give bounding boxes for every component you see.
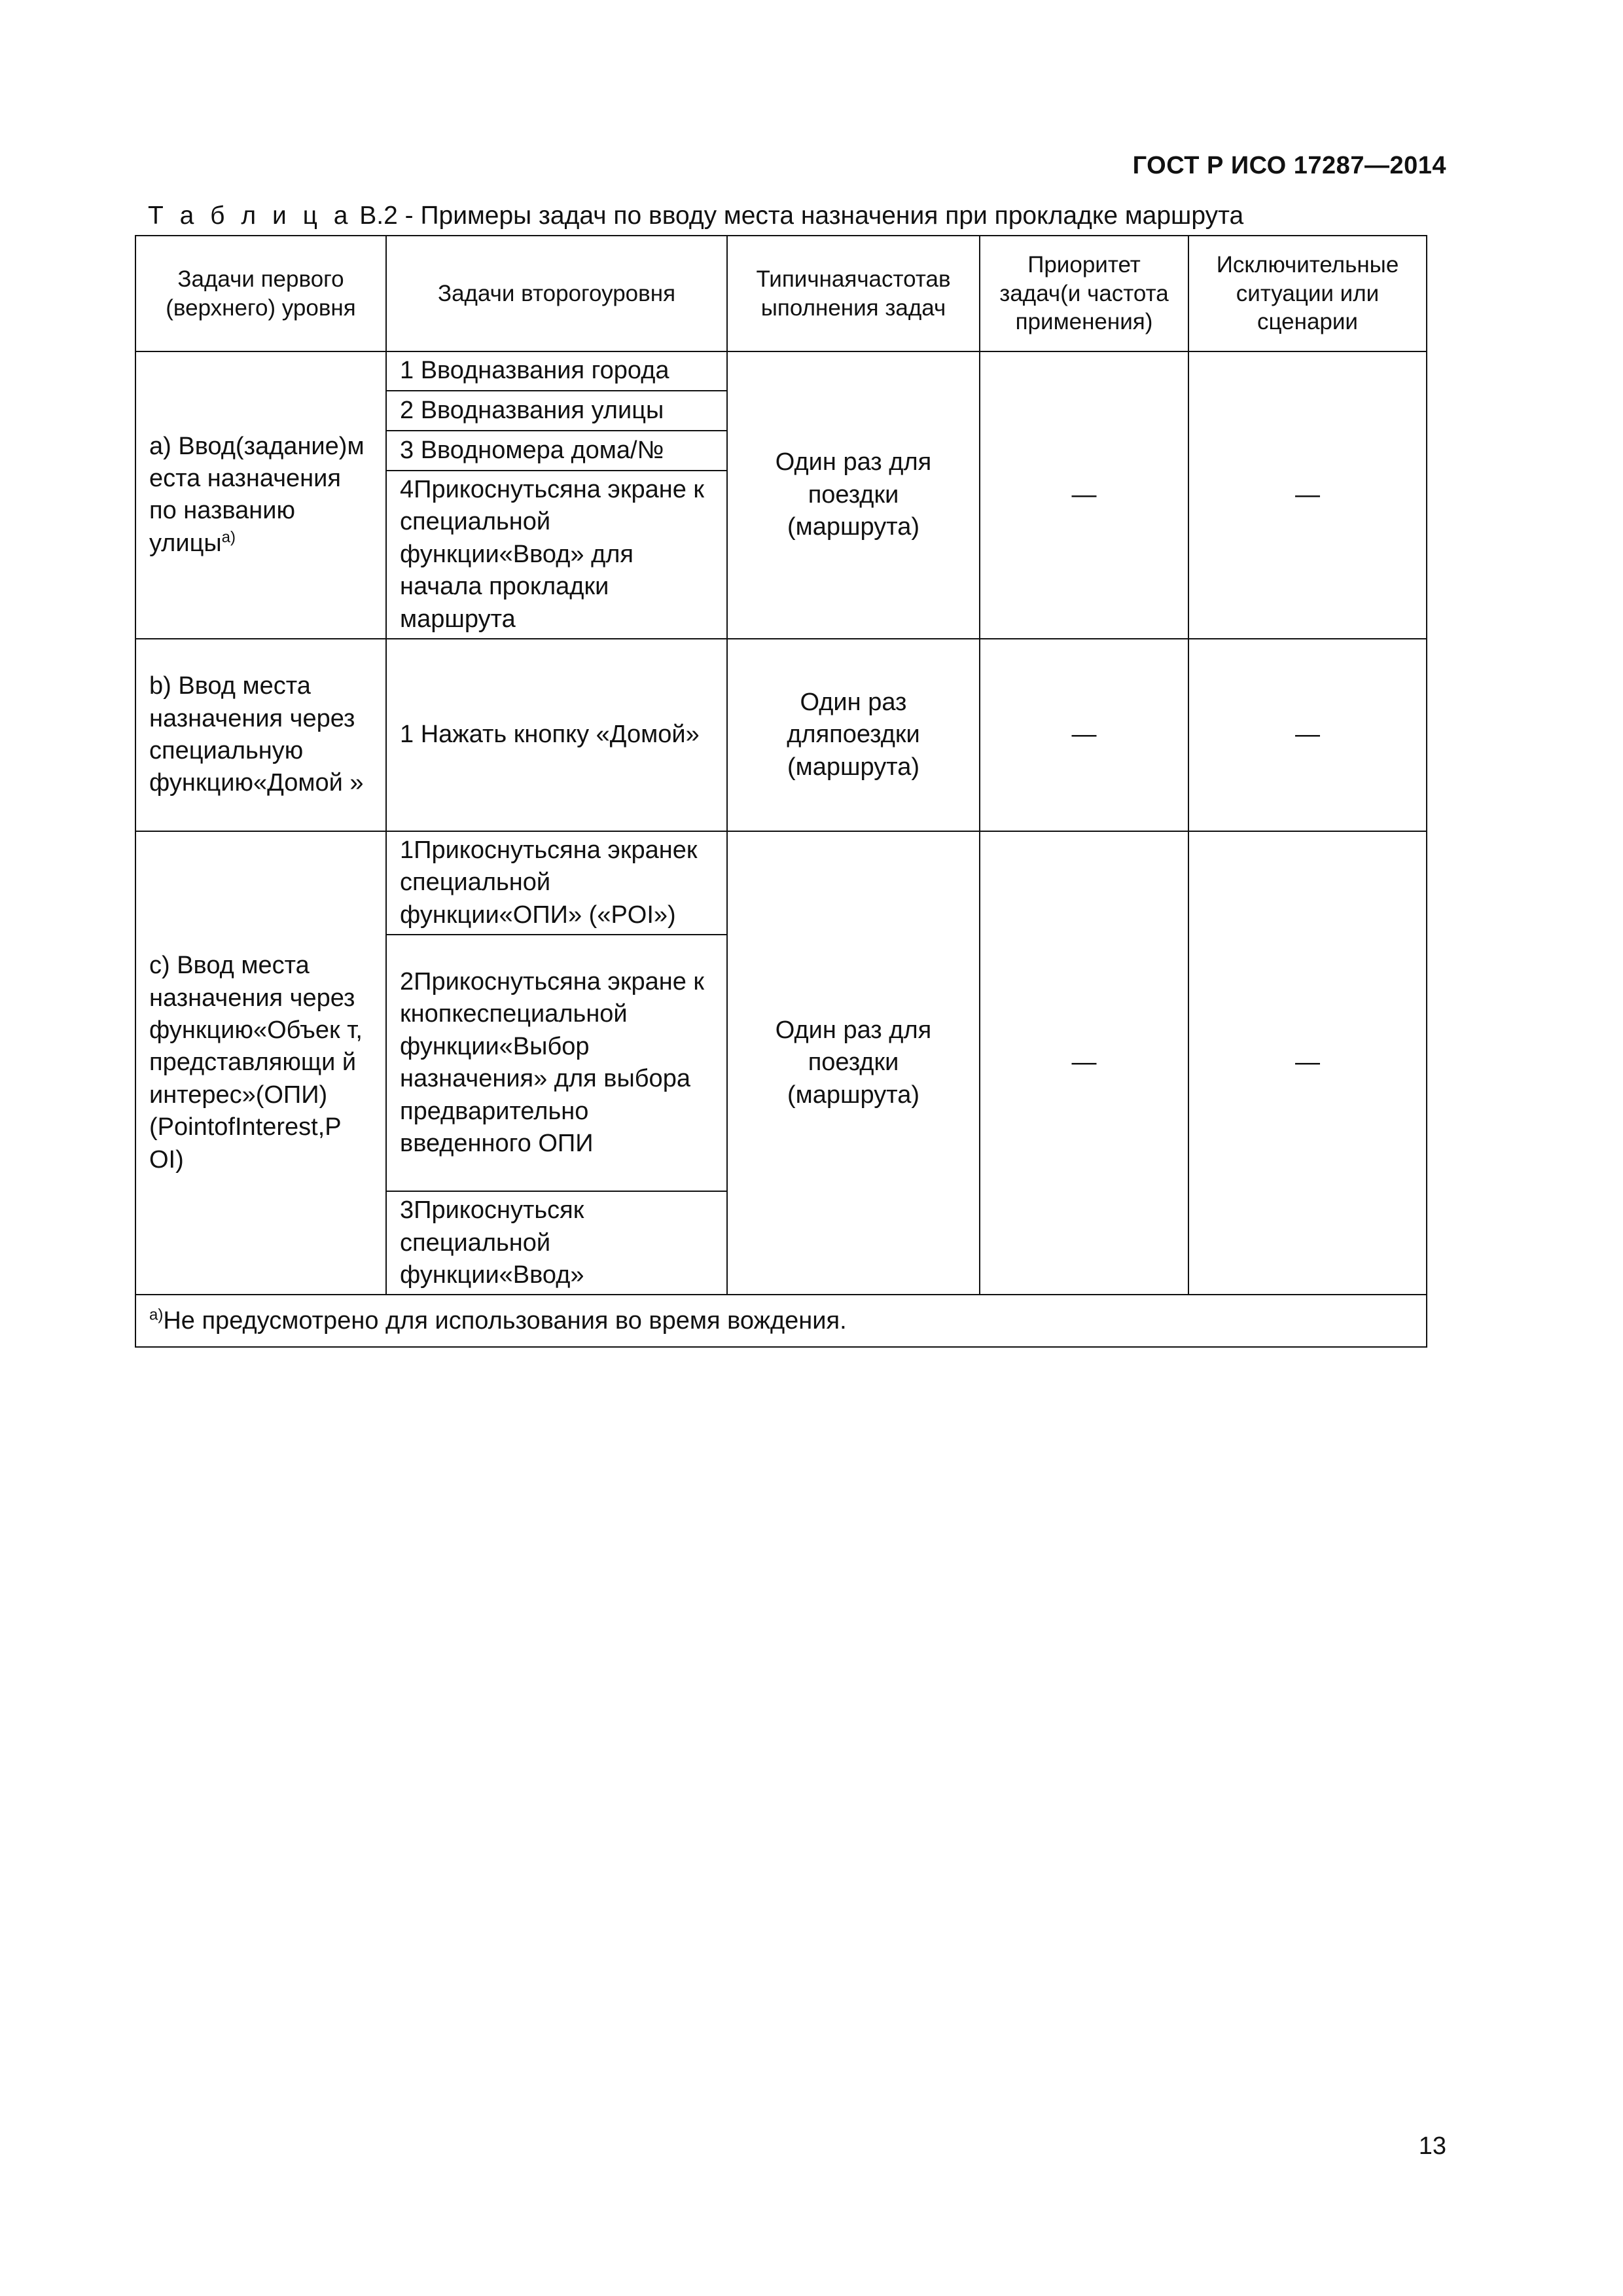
subtask-cell: 4Прикоснутьсяна экране к специальной функции«Ввод» для начала прокладки маршрута — [386, 471, 727, 639]
footnote-reference: а) — [221, 528, 236, 547]
priority-cell: — — [980, 351, 1188, 639]
table-row — [135, 831, 1427, 935]
top-level-task: а) Ввод(задание)м еста назначения по названию улицы — [149, 432, 365, 557]
frequency-cell: Один раз дляпоездки (маршрута) — [727, 639, 980, 831]
subtask-cell: 1 Нажать кнопку «Домой» — [386, 639, 727, 831]
table-row — [135, 639, 1427, 831]
table-caption — [148, 201, 1243, 232]
subtask-cell: 3Прикоснутьсяк специальной функции«Ввод» — [386, 1191, 727, 1295]
frequency-cell: Один раз для поездки (маршрута) — [727, 831, 980, 1295]
column-header: Задачи второгоуровня — [386, 236, 727, 351]
priority-cell: — — [980, 639, 1188, 831]
exceptions-cell: — — [1188, 639, 1427, 831]
footnote-mark: а) — [149, 1305, 164, 1323]
exceptions-cell: — — [1188, 831, 1427, 1295]
column-header: Типичнаячастотав ыполнения задач — [727, 236, 980, 351]
subtask-cell: 3 Вводномера дома/№ — [386, 431, 727, 471]
top-level-task-cell: с) Ввод места назначения через функцию«Объек т, представляющи й интерес»(ОПИ) (PointofInterest,P OI) — [135, 831, 386, 1295]
frequency-cell: Один раз для поездки (маршрута) — [727, 351, 980, 639]
subtask-cell: 2 Вводназвания улицы — [386, 391, 727, 431]
tasks-table — [135, 235, 1427, 1348]
footnote-row — [135, 1295, 1427, 1347]
priority-cell: — — [980, 831, 1188, 1295]
column-header: Исключительные ситуации или сценарии — [1188, 236, 1427, 351]
document-header: ГОСТ Р ИСО 17287—2014 — [1132, 152, 1446, 179]
footnote-cell — [135, 1295, 1427, 1347]
header-row — [135, 236, 1427, 351]
column-header: Задачи первого (верхнего) уровня — [135, 236, 386, 351]
top-level-task-cell: b) Ввод места назначения через специальную функцию«Домой » — [135, 639, 386, 831]
subtask-cell: 1Прикоснутьсяна экранек специальной функции«ОПИ» («POI») — [386, 831, 727, 935]
page-number: 13 — [1418, 2132, 1446, 2160]
footnote-text: Не предусмотрено для использования во время вождения. — [163, 1306, 847, 1335]
subtask-cell: 1 Вводназвания города — [386, 351, 727, 391]
exceptions-cell: — — [1188, 351, 1427, 639]
subtask-cell: 2Прикоснутьсяна экране к кнопкеспециальной функции«Выбор назначения» для выбора предварительно введенного ОПИ — [386, 935, 727, 1191]
top-level-task-cell — [135, 351, 386, 639]
caption-prefix: Т а б л и ц а — [148, 202, 353, 230]
caption-text: В.2 - Примеры задач по вводу места назначения при прокладке маршрута — [352, 202, 1244, 230]
table-row — [135, 351, 1427, 391]
column-header: Приоритет задач(и частота применения) — [980, 236, 1188, 351]
